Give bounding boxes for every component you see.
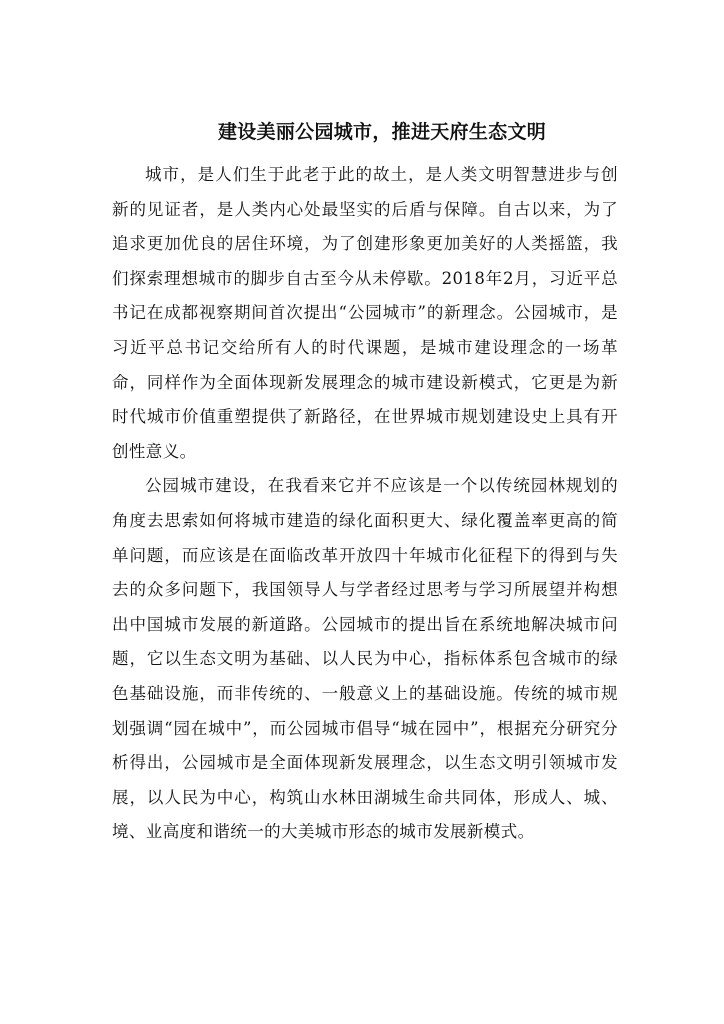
paragraph-1: 城市，是人们生于此老于此的故土，是人类文明智慧进步与创新的见证者，是人类内心处最坚实的后盾与保障。自古以来，为了追求更加优良的居住环境，为了创建形象更加美好的人类摇篮，我们探索理想城市的脚步自古至今从未停歇。2018年2月，习近平总书记在成都视察期间首次提出“公园城市”的新理念。公园城市，是习近平总书记交给所有人的时代课题，是城市建设理念的一场革命，同样作为全面体现新发展理念的城市建设新模式，它更是为新时代城市价值重塑提供了新路径，在世界城市规划建设史上具有开创性意义。 bbox=[112, 165, 618, 461]
paragraph-2: 公园城市建设，在我看来它并不应该是一个以传统园林规划的角度去思索如何将城市建造的绿化面积更大、绿化覆盖率更高的简单问题，而应该是在面临改革开放四十年城市化征程下的得到与失去的众多问题下，我国领导人与学者经过思考与学习所展望并构想出中国城市发展的新道路。公园城市的提出旨在系统地解决城市问题，它以生态文明为基础、以人民为中心，指标体系包含城市的绿色基础设施，而非传统的、一般意义上的基础设施。传统的城市规划强调“园在城中”，而公园城市倡导“城在园中”，根据充分研究分析得出，公园城市是全面体现新发展理念，以生态文明引领城市发展，以人民为中心，构筑山水林田湖城生命共同体，形成人、城、境、业高度和谐统一的大美城市形态的城市发展新模式。 bbox=[112, 476, 618, 842]
document-title: 建设美丽公园城市，推进天府生态文明 bbox=[217, 121, 547, 143]
document-body bbox=[112, 158, 618, 850]
